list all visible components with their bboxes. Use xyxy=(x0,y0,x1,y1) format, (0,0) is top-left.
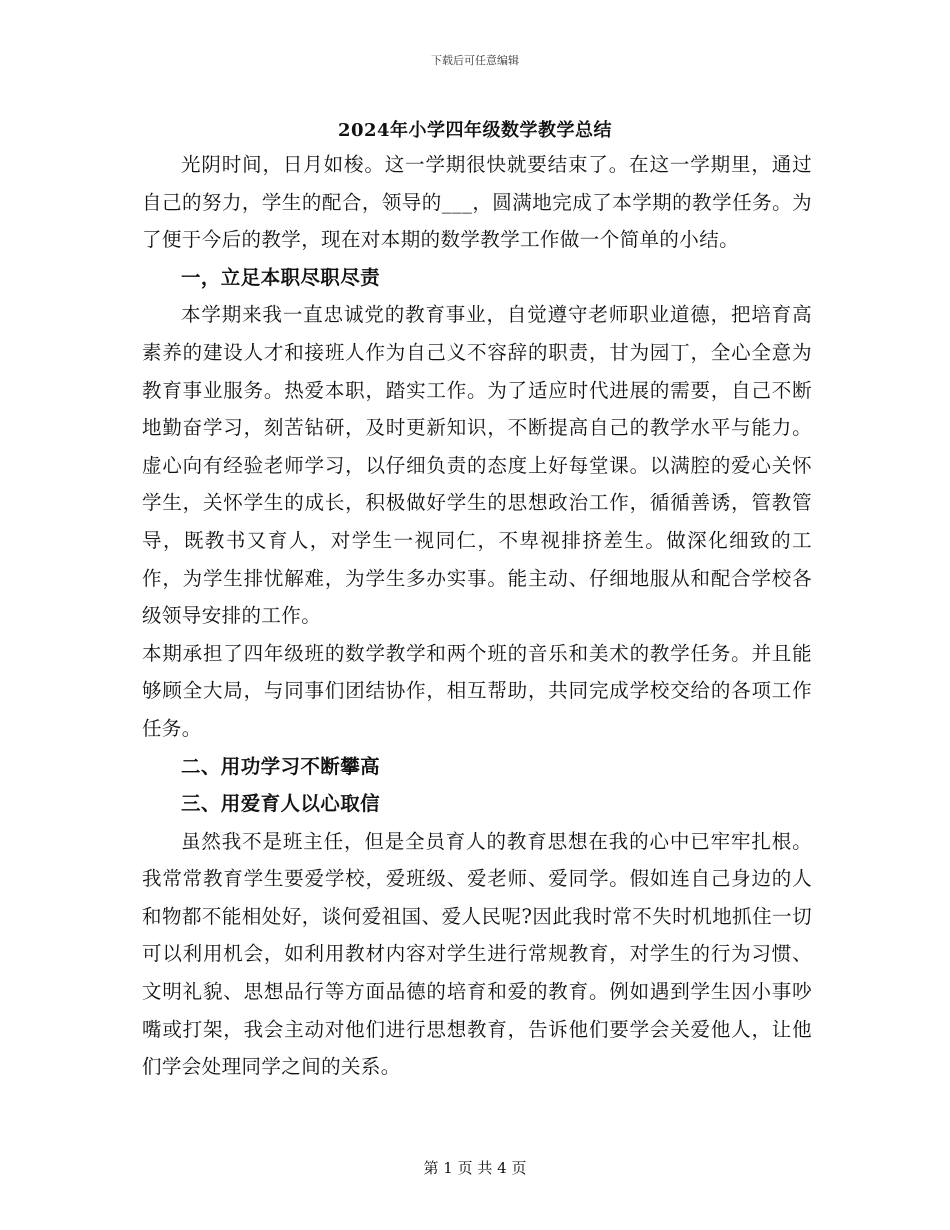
section-1-paragraph: 本学期来我一直忠诚党的教育事业，自觉遵守老师职业道德，把培育高素养的建设人才和接班人作为自己义不容辞的职责，甘为园丁，全心全意为教育事业服务。热爱本职，踏实工作。为了适应时代进展的需要，自己不断地勤奋学习，刻苦钻研，及时更新知识，不断提高自己的教学水平与能力。虚心向有经验老师学习，以仔细负责的态度上好每堂课。以满腔的爱心关怀学生，关怀学生的成长，积极做好学生的思想政治工作，循循善诱，管教管导，既教书又育人，对学生一视同仁，不卑视排挤差生。做深化细致的工作，为学生排忧解难，为学生多办实事。能主动、仔细地服从和配合学校各级领导安排的工作。 xyxy=(142,303,812,628)
page-number-footer: 第 1 页 共 4 页 xyxy=(423,1159,527,1177)
section-heading-1: 一，立足本职尽职尽责 xyxy=(181,265,381,289)
document-title: 2024年小学四年级数学教学总结 xyxy=(337,120,613,141)
intro-paragraph: 光阴时间，日月如梭。这一学期很快就要结束了。在这一学期里，通过自己的努力，学生的配合，领导的___，圆满地完成了本学期的教学任务。为了便于今后的教学，现在对本期的数学教学工作做一个简单的小结。 xyxy=(142,153,812,252)
section-heading-3: 三、用爱育人以心取信 xyxy=(181,792,381,816)
page-header-note: 下载后可任意编辑 xyxy=(431,54,519,67)
section-1-paragraph-2: 本期承担了四年级班的数学教学和两个班的音乐和美术的教学任务。并且能够顾全大局，与同事们团结协作，相互帮助，共同完成学校交给的各项工作任务。 xyxy=(142,641,812,740)
section-heading-2: 二、用功学习不断攀高 xyxy=(181,754,381,778)
document-body xyxy=(142,146,812,1086)
section-3-paragraph: 虽然我不是班主任，但是全员育人的教育思想在我的心中已牢牢扎根。我常常教育学生要爱学校，爱班级、爱老师、爱同学。假如连自己身边的人和物都不能相处好，谈何爱祖国、爱人民呢?因此我时常不失时机地抓住一切可以利用机会，如利用教材内容对学生进行常规教育，对学生的行为习惯、文明礼貌、思想品行等方面品德的培育和爱的教育。例如遇到学生因小事吵嘴或打架，我会主动对他们进行思想教育，告诉他们要学会关爱他人，让他们学会处理同学之间的关系。 xyxy=(142,829,812,1079)
